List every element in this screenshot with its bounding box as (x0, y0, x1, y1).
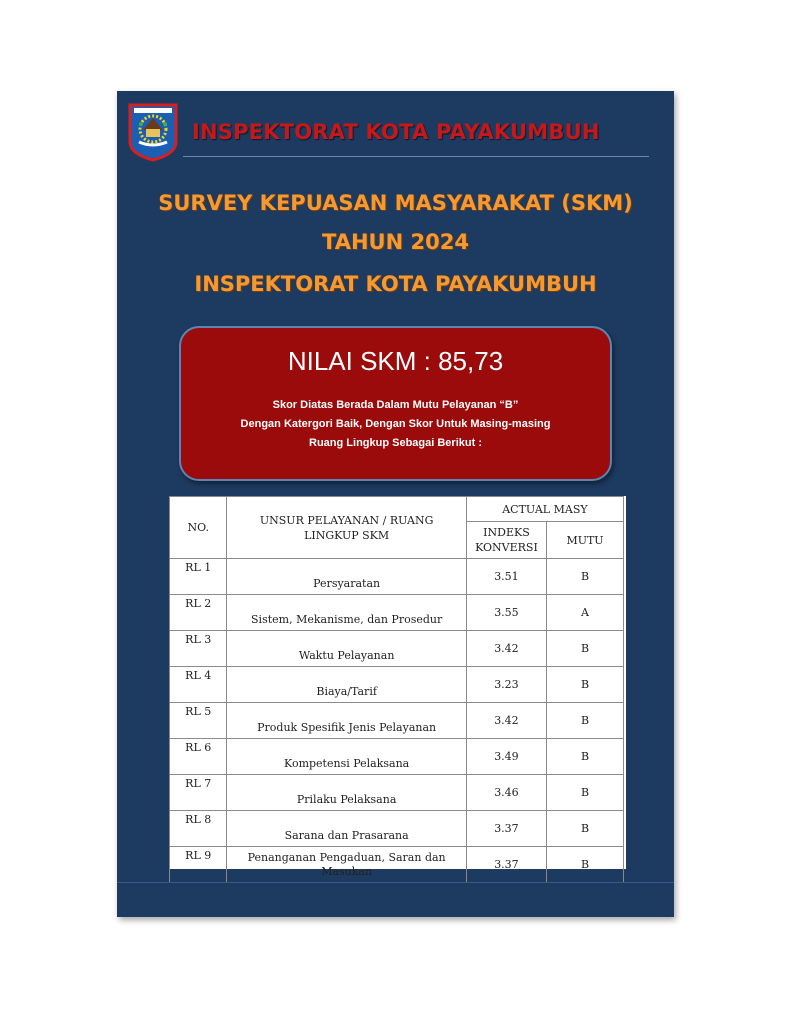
row-unsur: Persyaratan (227, 559, 466, 595)
row-indeks: 3.42 (466, 631, 546, 667)
row-unsur: Kompetensi Pelaksana (227, 739, 466, 775)
score-desc-line-3: Ruang Lingkup Sebagai Berikut : (309, 437, 482, 449)
header-no: NO. (170, 497, 227, 559)
survey-year: TAHUN 2024 (322, 230, 469, 254)
row-indeks: 3.51 (466, 559, 546, 595)
row-mutu: B (547, 847, 624, 883)
row-unsur: Prilaku Pelaksana (227, 775, 466, 811)
row-unsur: Biaya/Tarif (227, 667, 466, 703)
score-summary-box (179, 326, 612, 481)
row-unsur: Sistem, Mekanisme, dan Prosedur (227, 595, 466, 631)
row-mutu: B (547, 811, 624, 847)
row-indeks: 3.46 (466, 775, 546, 811)
skm-score-value: NILAI SKM : 85,73 (287, 346, 504, 376)
row-indeks: 3.55 (466, 595, 546, 631)
row-no: RL 3 (170, 631, 227, 667)
survey-organization: INSPEKTORAT KOTA PAYAKUMBUH (194, 272, 597, 296)
survey-title: SURVEY KEPUASAN MASYARAKAT (SKM) (158, 191, 633, 215)
row-unsur: Produk Spesifik Jenis Pelayanan (227, 703, 466, 739)
table-row (170, 739, 624, 775)
table-row (170, 811, 624, 847)
row-no: RL 9 (170, 847, 227, 883)
row-mutu: B (547, 703, 624, 739)
results-table-container (169, 496, 626, 878)
poster-panel (117, 91, 674, 917)
footer-divider (117, 882, 674, 883)
row-indeks: 3.42 (466, 703, 546, 739)
row-mutu: B (547, 631, 624, 667)
org-header-title: INSPEKTORAT KOTA PAYAKUMBUH (192, 120, 600, 144)
row-unsur: Penanganan Pengaduan, Saran dan Masukan (227, 847, 466, 883)
row-unsur: Sarana dan Prasarana (227, 811, 466, 847)
header-mutu: MUTU (547, 522, 624, 559)
row-mutu: A (547, 595, 624, 631)
row-mutu: B (547, 559, 624, 595)
row-indeks: 3.37 (466, 847, 546, 883)
header-unsur: UNSUR PELAYANAN / RUANG LINGKUP SKM (227, 497, 466, 559)
table-row (170, 559, 624, 595)
header-actual: ACTUAL MASY (466, 497, 623, 522)
table-row (170, 631, 624, 667)
row-mutu: B (547, 739, 624, 775)
results-table (169, 496, 624, 883)
header-divider (183, 156, 649, 157)
city-emblem-logo (127, 102, 179, 162)
score-desc-line-1: Skor Diatas Berada Dalam Mutu Pelayanan “B” (272, 399, 519, 411)
row-indeks: 3.49 (466, 739, 546, 775)
row-no: RL 7 (170, 775, 227, 811)
row-no: RL 1 (170, 559, 227, 595)
row-indeks: 3.23 (466, 667, 546, 703)
table-row (170, 775, 624, 811)
row-no: RL 6 (170, 739, 227, 775)
row-no: RL 8 (170, 811, 227, 847)
score-desc-line-2: Dengan Katergori Baik, Dengan Skor Untuk Masing-masing (240, 418, 551, 430)
row-mutu: B (547, 775, 624, 811)
table-row (170, 667, 624, 703)
table-row (170, 847, 624, 883)
row-no: RL 4 (170, 667, 227, 703)
row-no: RL 5 (170, 703, 227, 739)
row-no: RL 2 (170, 595, 227, 631)
score-description (181, 396, 610, 453)
row-unsur: Waktu Pelayanan (227, 631, 466, 667)
table-row (170, 595, 624, 631)
row-indeks: 3.37 (466, 811, 546, 847)
row-mutu: B (547, 667, 624, 703)
table-row (170, 703, 624, 739)
header-indeks: INDEKS KONVERSI (466, 522, 546, 559)
